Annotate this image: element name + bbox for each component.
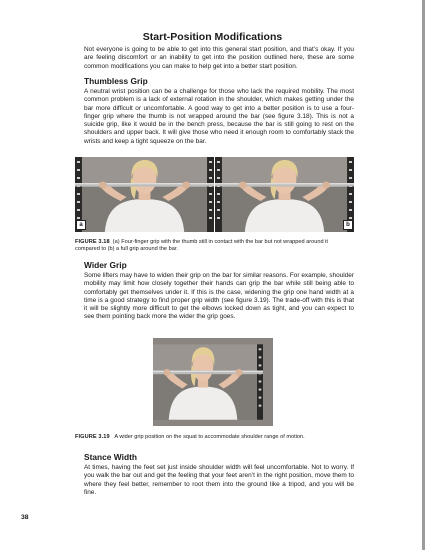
heading-wider-grip: Wider Grip [84,260,127,270]
intro-paragraph: Not everyone is going to be able to get into this general start position, and that’s okay. If you are feeling discomfort or an inability to get into the position outlined here, these are some common modifications you can make to help get into a better start position. [84,46,354,70]
figure-3-19-caption [75,434,354,441]
paragraph-stance-width: At times, having the feet set just inside shoulder width will feel uncomfortable. Not to worry. If you walk the bar out and get the feeling that your feet aren’t in the right position, move them to where they feel better, remember to root them into the ground like a tripod, and you will be fine. [84,464,354,496]
figure-3-18-photo-b [215,157,354,232]
figure-3-19-label: FIGURE 3.19 [75,434,110,440]
panel-label-b: b [343,220,353,230]
figure-3-18-label: FIGURE 3.18 [75,239,110,245]
figure-3-19-photo [153,338,273,426]
panel-label-a: a [76,220,86,230]
figure-3-18-photo-a [75,157,214,232]
paragraph-wider-grip: Some lifters may have to widen their grip on the bar for similar reasons. For example, shoulder mobility may limit how closely together their hands can grip the bar while still being able to comfortably get themselves under it. If this is the case, widening the grip one hand width at a time is a good strategy to find proper grip width (see figure 3.19). The trade-off with this is that it will be slightly more difficult to get the elbows locked down as tight, and you can expect to see them pointing back more the wider the grip goes. [84,272,354,321]
heading-thumbless-grip: Thumbless Grip [84,76,148,86]
heading-stance-width: Stance Width [84,452,137,462]
figure-3-18-caption [75,239,354,253]
figure-3-18-caption-text: (a) Four-finger grip with the thumb still in contact with the bar but not wrapped around it compared to (b) a full grip around the bar. [75,239,328,252]
page-title: Start-Position Modifications [142,31,283,43]
page-number: 38 [21,514,29,521]
figure-3-19-caption-text: A wider grip position on the squat to accommodate shoulder range of motion. [114,434,305,440]
paragraph-thumbless-grip: A neutral wrist position can be a challenge for those who lack the required mobility. The most common problem is a lack of external rotation in the shoulder, which makes getting under the bar more difficult or uncomfortable. A good way to get into a better position is to use a four-finger grip where the thumb is not wrapped around the bar (see figure 3.18). This is not a suicide grip, like it would be in the bench press, because the bar is still going to rest on the shoulders and upper back. It will give those who need it enough room to comfortably stack the wrists and keep a tight squeeze on the bar. [84,88,354,145]
